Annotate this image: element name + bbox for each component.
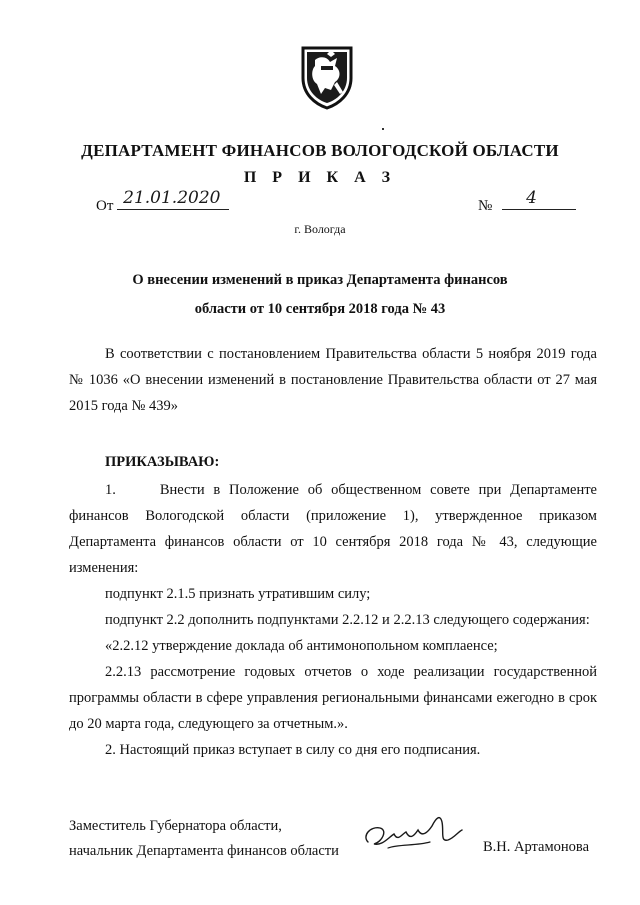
subject-line-2: области от 10 сентября 2018 года № 43 (194, 301, 446, 317)
handwritten-number: 4 (526, 188, 537, 208)
date-row (96, 188, 229, 215)
document-type: П Р И К А З (243, 169, 397, 186)
handwritten-date: 21.01.2020 (123, 188, 221, 208)
position-line-2: начальник Департамента финансов области (69, 843, 339, 859)
order-heading: ПРИКАЗЫВАЮ: (105, 454, 220, 470)
signatory-position (69, 814, 339, 864)
coat-of-arms-emblem (297, 44, 357, 110)
order-item-1: 1. Внести в Положение об общественном совете при Департаменте финансов Вологодской области (приложение 1), утвержденное приказом Департамента финансов области от 10 сентября 2018 года № 43, следующие изменения: (69, 482, 597, 576)
subitem-2: подпункт 2.2 дополнить подпунктами 2.2.12 и 2.2.13 следующего содержания: (105, 612, 590, 628)
subitem-4: 2.2.13 рассмотрение годовых отчетов о ходе реализации государственной программы области в сфере управления региональными финансами ежегодно в срок до 20 марта года, следующего за отчетным.». (69, 664, 597, 732)
number-field (502, 188, 576, 210)
subitem-3: «2.2.12 утверждение доклада об антимонопольном комплаенсе; (105, 638, 498, 654)
signatory-name: В.Н. Артамонова (483, 839, 590, 855)
position-line-1: Заместитель Губернатора области, (69, 818, 282, 834)
number-prefix: № (478, 198, 493, 214)
scan-speck (382, 128, 384, 130)
order-items (69, 477, 597, 763)
department-title: ДЕПАРТАМЕНТ ФИНАНСОВ ВОЛОГОДСКОЙ ОБЛАСТИ (81, 141, 559, 160)
subitem-1: подпункт 2.1.5 признать утратившим силу; (105, 586, 371, 602)
number-row (478, 188, 576, 215)
handwritten-signature (358, 812, 468, 862)
order-item-2: 2. Настоящий приказ вступает в силу со дня его подписания. (105, 742, 481, 758)
date-field (117, 188, 229, 210)
subject-line-1: О внесении изменений в приказ Департамента финансов (132, 272, 508, 288)
city-line: г. Вологда (294, 222, 346, 236)
basis-paragraph: В соответствии с постановлением Правительства области 5 ноября 2019 года № 1036 «О внесении изменений в постановление Правительства области от 27 мая 2015 года № 439» (69, 346, 597, 414)
order-subject (0, 266, 640, 324)
date-prefix: От (96, 198, 114, 214)
